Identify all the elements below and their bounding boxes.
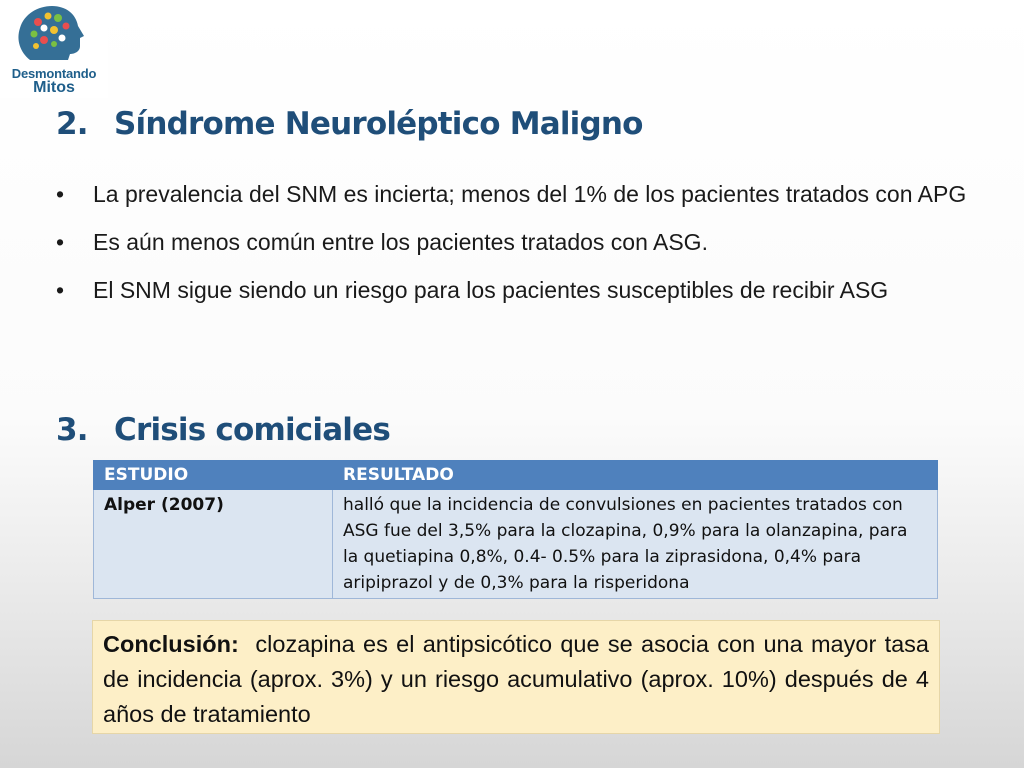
header-resultado: RESULTADO: [333, 461, 938, 490]
bullet-text: El SNM sigue siendo un riesgo para los pacientes susceptibles de recibir ASG: [93, 277, 889, 303]
bullet-marker: •: [56, 229, 65, 255]
bullet-marker: •: [56, 277, 65, 303]
result-cell: halló que la incidencia de convulsiones en pacientes tratados con ASG fue del 3,5% para la clozapina, 0,9% para la olanzapina, para la quetiapina 0,8%, 0.4- 0.5% para la ziprasidona, 0,4% para aripiprazol y de 0,3% para la risperidona: [333, 490, 938, 599]
bullet-item: [56, 226, 978, 258]
section3-number: 3.: [56, 412, 88, 448]
section2-number: 2.: [56, 106, 88, 142]
bullet-text: La prevalencia del SNM es incierta; menos del 1% de los pacientes tratados con APG: [93, 181, 967, 207]
study-cell: Alper (2007): [94, 490, 333, 599]
logo-line2: Mitos: [33, 79, 75, 96]
bullet-item: [56, 274, 978, 306]
logo: [0, 0, 108, 98]
logo-line1: Desmontando: [11, 66, 97, 81]
bullet-marker: •: [56, 181, 65, 207]
header-estudio: ESTUDIO: [94, 461, 333, 490]
brain-head-icon: [0, 0, 108, 70]
conclusion-box: [92, 620, 940, 734]
bullet-item: [56, 178, 978, 210]
table-row: [94, 490, 938, 599]
section2-bullet-list: [56, 178, 978, 322]
section3-title: Crisis comiciales: [114, 412, 391, 448]
section3-heading: [56, 412, 390, 448]
section2-title: Síndrome Neuroléptico Maligno: [114, 106, 643, 142]
bullet-text: Es aún menos común entre los pacientes tratados con ASG.: [93, 229, 708, 255]
table-header-row: [94, 461, 938, 490]
study-table: [93, 460, 938, 599]
conclusion-label: Conclusión:: [103, 631, 239, 657]
conclusion-text: clozapina es el antipsicótico que se asocia con una mayor tasa de incidencia (aprox. 3%) y un riesgo acumulativo (aprox. 10%) después de 4 años de tratamiento: [103, 631, 929, 727]
section2-heading: [56, 106, 643, 142]
